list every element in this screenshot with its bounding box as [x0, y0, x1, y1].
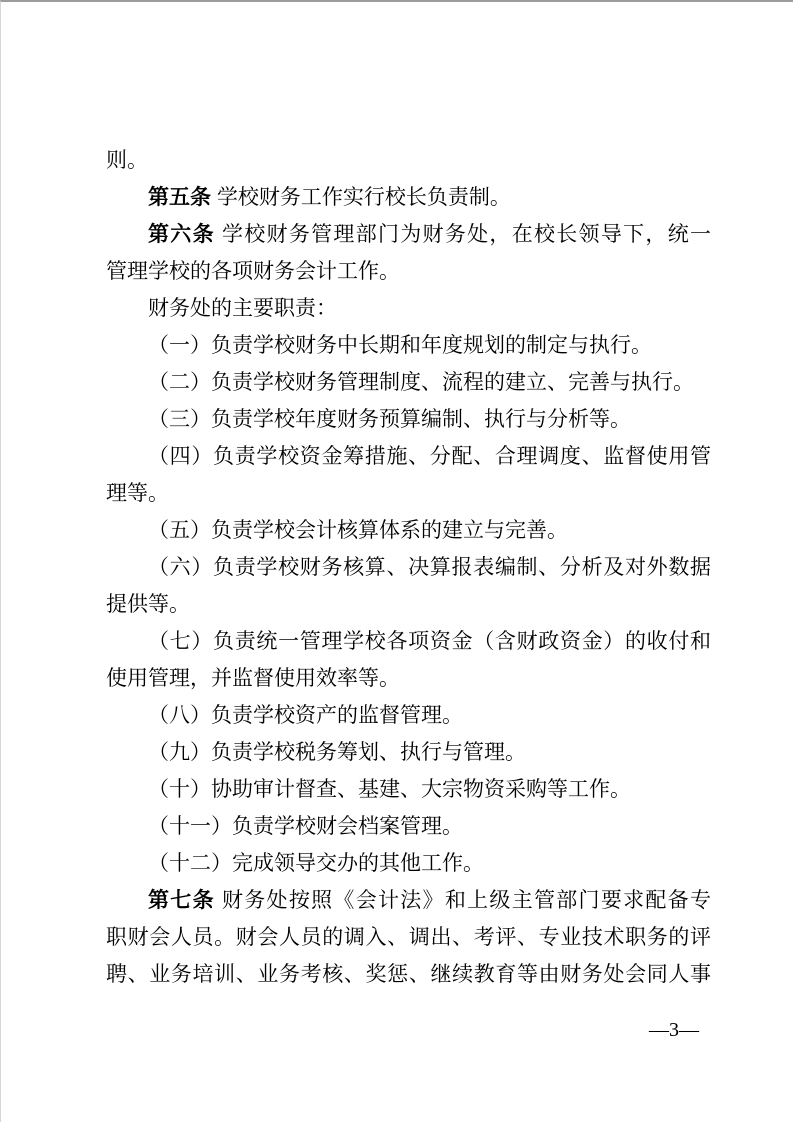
text-line	[106, 512, 711, 549]
text-run: （五）负责学校会计核算体系的建立与完善。	[148, 519, 568, 542]
text-run: 学校财务管理部门为财务处，在校长领导下，统一	[214, 223, 711, 246]
text-run: 提供等。	[106, 593, 190, 616]
text-run: （二）负责学校财务管理制度、流程的建立、完善与执行。	[148, 371, 694, 394]
text-line	[106, 438, 711, 475]
text-line	[106, 771, 711, 808]
text-line	[106, 475, 711, 512]
text-line	[106, 253, 711, 290]
text-line	[106, 697, 711, 734]
text-line	[106, 327, 711, 364]
text-line	[106, 549, 711, 586]
text-line	[106, 956, 711, 993]
text-run: 学校财务工作实行校长负责制。	[211, 186, 511, 209]
text-line	[106, 919, 711, 956]
text-run: 理等。	[106, 482, 169, 505]
text-run: （八）负责学校资产的监督管理。	[148, 704, 463, 727]
text-run: 管理学校的各项财务会计工作。	[106, 260, 400, 283]
article-number: 第六条	[148, 223, 215, 246]
text-run: 职财会人员。财会人员的调入、调出、考评、专业技术职务的评	[106, 926, 711, 949]
text-line	[106, 882, 711, 919]
text-run: （十）协助审计督查、基建、大宗物资采购等工作。	[148, 778, 631, 801]
text-run: 财务处的主要职责：	[148, 297, 337, 320]
text-line	[106, 179, 711, 216]
text-run: 则。	[106, 149, 148, 172]
text-line	[106, 845, 711, 882]
text-line	[106, 734, 711, 771]
text-run: （七）负责统一管理学校各项资金（含财政资金）的收付和	[148, 630, 711, 653]
page-number: —3—	[649, 1019, 699, 1041]
text-run: （三）负责学校年度财务预算编制、执行与分析等。	[148, 408, 631, 431]
text-run: （十一）负责学校财会档案管理。	[148, 815, 463, 838]
text-run: （四）负责学校资金筹措施、分配、合理调度、监督使用管	[148, 445, 711, 468]
article-number: 第五条	[148, 186, 211, 209]
text-run: 财务处按照《会计法》和上级主管部门要求配备专	[214, 889, 711, 912]
article-number: 第七条	[148, 889, 215, 912]
text-line	[106, 142, 711, 179]
text-line	[106, 290, 711, 327]
text-line	[106, 401, 711, 438]
text-line	[106, 660, 711, 697]
text-line	[106, 808, 711, 845]
text-line	[106, 216, 711, 253]
text-line	[106, 586, 711, 623]
text-run: （九）负责学校税务筹划、执行与管理。	[148, 741, 526, 764]
text-run: 聘、业务培训、业务考核、奖惩、继续教育等由财务处会同人事	[106, 963, 711, 986]
text-line	[106, 623, 711, 660]
text-run: （一）负责学校财务中长期和年度规划的制定与执行。	[148, 334, 652, 357]
text-line	[106, 364, 711, 401]
text-run: （十二）完成领导交办的其他工作。	[148, 852, 484, 875]
document-body	[106, 142, 711, 993]
text-run: 使用管理，并监督使用效率等。	[106, 667, 400, 690]
text-run: （六）负责学校财务核算、决算报表编制、分析及对外数据	[148, 556, 711, 579]
